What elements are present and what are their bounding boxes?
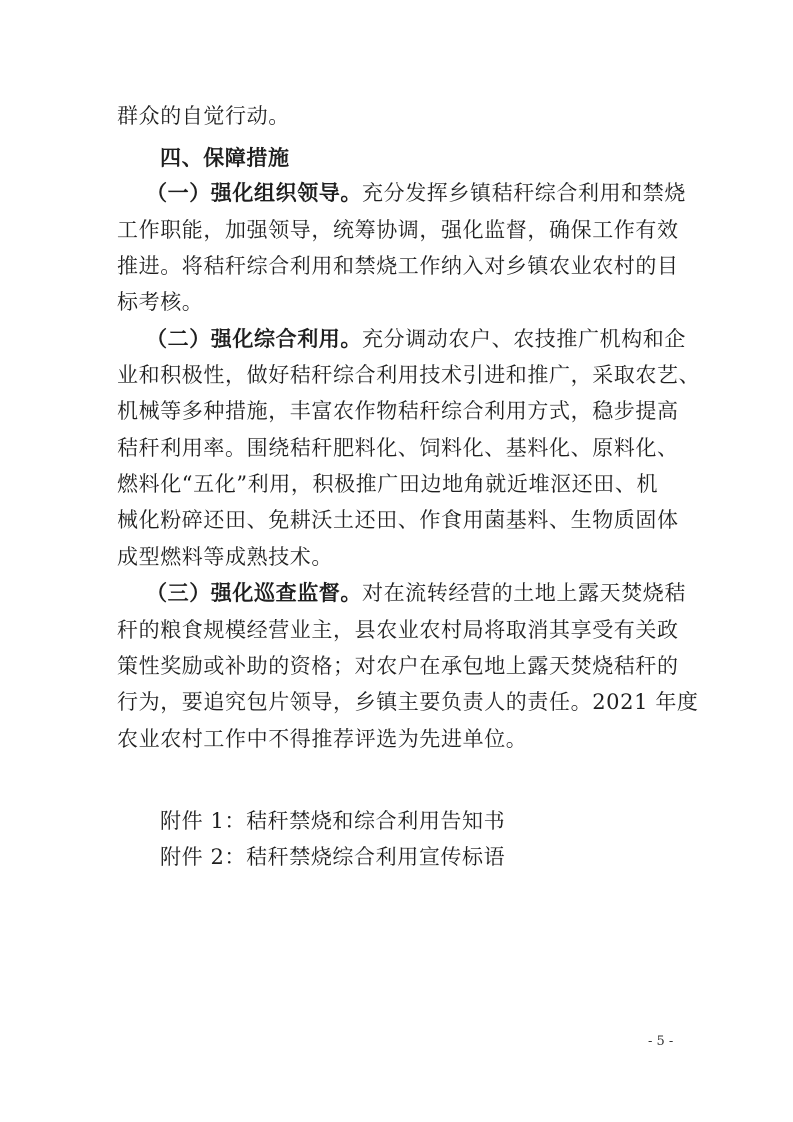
item-2-line-3: 秸秆利用率。围绕秸秆肥料化、饲料化、基料化、原料化、 [117,436,679,460]
section-title: 四、保障措施 [160,146,290,170]
item-2-line-5: 械化粉碎还田、免耕沃土还田、作食用菌基料、生物质固体 [117,508,679,532]
item-3-line-3: 行为，要追究包片领导，乡镇主要负责人的责任。2021 年度 [117,690,699,714]
item-1-heading: （一）强化组织领导。 [146,180,362,205]
item-3-line-0: 对在流转经营的土地上露天焚烧秸 [362,581,686,605]
item-3-line-1: 秆的粮食规模经营业主，县农业农村局将取消其享受有关政 [117,618,679,642]
attachment-2: 附件 2：秸秆禁烧综合利用宣传标语 [160,845,506,869]
item-3-line-2: 策性奖励或补助的资格；对农户在承包地上露天焚烧秸秆的 [117,654,679,678]
item-2-line-6: 成型燃料等成熟技术。 [117,545,333,569]
item-1-line-2: 推进。将秸秆综合利用和禁烧工作纳入对乡镇农业农村的目 [117,254,679,278]
item-2-line-4: 燃料化“五化”利用，积极推广田边地角就近堆沤还田、机 [117,472,659,496]
page-number: - 5 - [648,1034,674,1049]
item-1-line-1: 工作职能，加强领导，统筹协调，强化监督，确保工作有效 [117,218,679,242]
continuation-text: 群众的自觉行动。 [117,104,290,128]
item-3-heading: （三）强化巡查监督。 [146,580,362,605]
item-2-line-2: 机械等多种措施，丰富农作物秸秆综合利用方式，稳步提高 [117,399,679,423]
item-1-first-line [146,179,686,207]
item-1-line-3: 标考核。 [117,290,204,314]
item-3-first-line [146,579,686,607]
attachment-1: 附件 1：秸秆禁烧和综合利用告知书 [160,809,506,833]
item-2-line-0: 充分调动农户、农技推广机构和企 [362,327,686,351]
item-1-line-0: 充分发挥乡镇秸秆综合利用和禁烧 [362,181,686,205]
item-2-first-line [146,325,686,353]
item-2-line-1: 业和积极性，做好秸秆综合利用技术引进和推广，采取农艺、 [117,363,701,387]
item-3-line-4: 农业农村工作中不得推荐评选为先进单位。 [117,727,528,751]
item-2-heading: （二）强化综合利用。 [146,326,362,351]
